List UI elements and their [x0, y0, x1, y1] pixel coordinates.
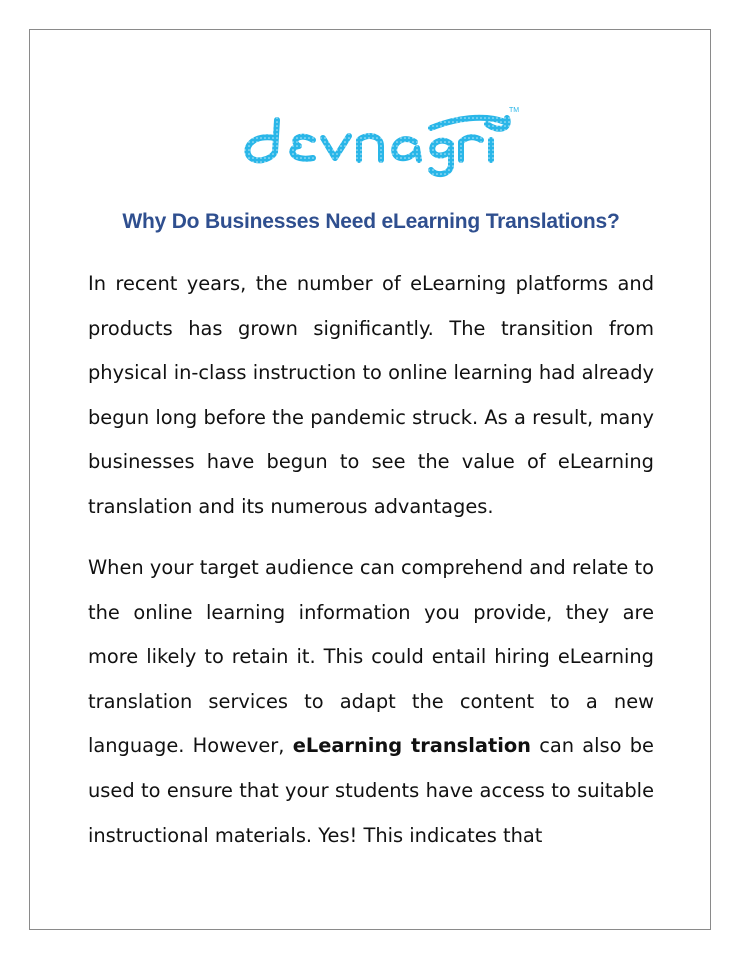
- paragraph-2-text-start: When your target audience can comprehend and relate to the online learning information you provide, they are more likely to retain it. This could entail hiring eLearning translation services to adapt the content to a new language. However,: [88, 556, 654, 758]
- paragraph-1: In recent years, the number of eLearning platforms and products has grown significantly. The transition from physical in-class instruction to online learning had already begun long before the pandemic struck. As a result, many businesses have begun to see the value of eLearning translation and its numerous advantages.: [88, 272, 654, 518]
- page-title: Why Do Businesses Need eLearning Translations?: [122, 210, 620, 233]
- trademark-mark: TM: [509, 107, 520, 114]
- bold-keyword: eLearning translation: [292, 734, 531, 758]
- paragraph-2: [88, 546, 654, 858]
- document-page: [29, 29, 711, 930]
- paragraph-2-text-end: can also be used to ensure that your students have access to suitable instructional materials. Yes! This indicates that: [88, 734, 654, 847]
- devnagri-logo: [235, 100, 525, 180]
